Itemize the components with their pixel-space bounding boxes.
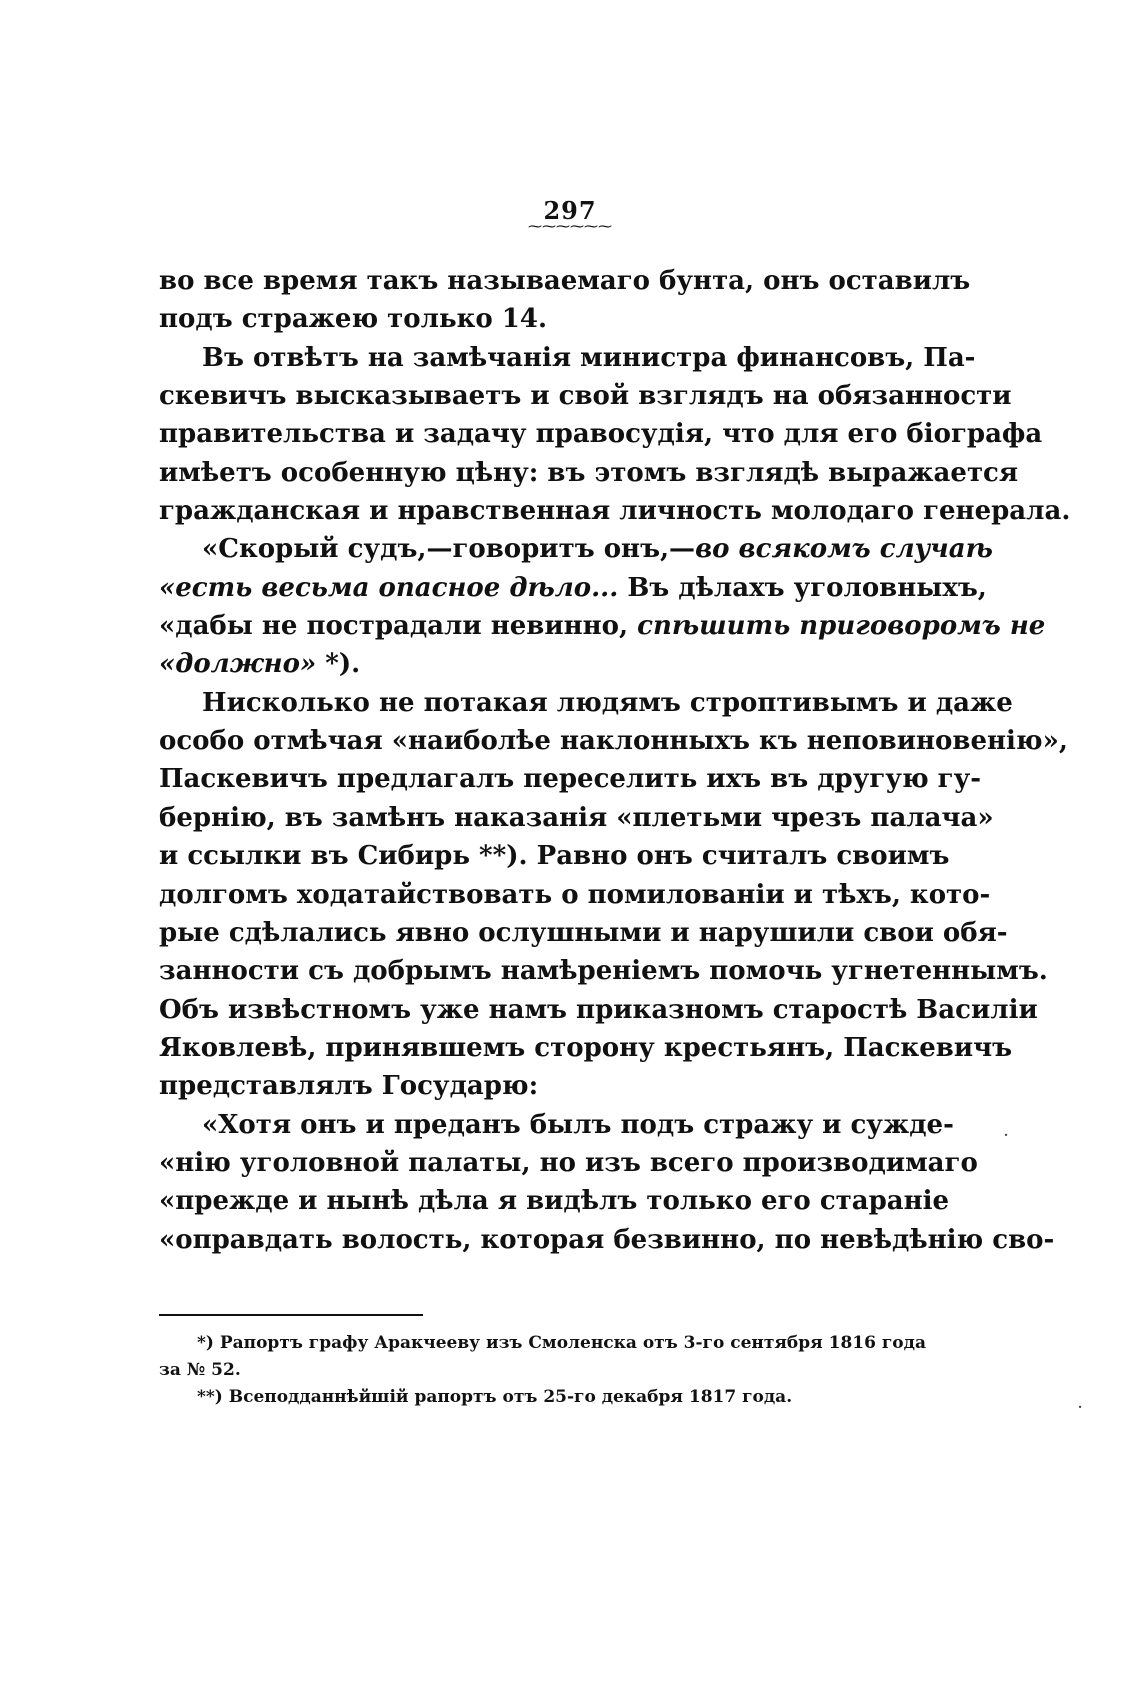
text-line: имѣетъ особенную цѣну: въ этомъ взглядѣ выражается	[159, 457, 1019, 488]
text-line: особо отмѣчая «наиболѣе наклонныхъ къ неповиновенію»,	[159, 726, 1068, 757]
text-line: Нисколько не потакая людямъ строптивымъ и даже	[202, 687, 1013, 718]
quote-line: «должно» *).	[159, 649, 361, 680]
text-line: представлялъ Государю:	[159, 1071, 539, 1102]
scan-speck: ·	[1078, 1400, 1083, 1414]
footnotes	[159, 1330, 926, 1411]
text-line: долгомъ ходатайствовать о помилованіи и тѣхъ, кото-	[159, 879, 991, 910]
italic-phrase: спѣшить приговоромъ не	[637, 611, 1046, 642]
quote-line: «дабы не пострадали невинно, спѣшить приговоромъ не	[159, 611, 1046, 642]
text-line: подъ стражею только 14.	[159, 304, 548, 335]
text-line: правительства и задачу правосудія, что для его біографа	[159, 419, 1043, 450]
quote-line: «Хотя онъ и преданъ былъ подъ стражу и сужде-	[202, 1109, 954, 1140]
text-line: рые сдѣлались явно ослушными и нарушили свои обя-	[159, 917, 1008, 948]
quote-line: «есть весьма опасное дѣло... Въ дѣлахъ уголовныхъ,	[159, 572, 987, 603]
italic-phrase: «есть весьма опасное дѣло...	[159, 572, 619, 603]
text-line: и ссылки въ Сибирь **). Равно онъ считалъ своимъ	[159, 841, 950, 872]
footnote-line: за № 52.	[159, 1360, 241, 1380]
page-number-ornament: ⁓⁓⁓⁓⁓⁓	[528, 219, 612, 235]
text-line: во все время такъ называемаго бунта, онъ оставилъ	[159, 266, 971, 296]
text-line: Яковлевѣ, принявшемъ сторону крестьянъ, Паскевичъ	[159, 1032, 1013, 1063]
italic-phrase: «должно»	[159, 649, 317, 680]
text-line: занности съ добрымъ намѣреніемъ помочь угнетеннымъ.	[159, 956, 1048, 987]
footnote-line: *) Рапортъ графу Аракчееву изъ Смоленска отъ 3-го сентября 1816 года	[197, 1333, 926, 1353]
italic-phrase: во всякомъ случаѣ	[695, 534, 993, 565]
text-line: Въ отвѣтъ на замѣчанія министра финансовъ, Па-	[202, 342, 976, 373]
quote-line: «Скорый судъ,—говоритъ онъ,—во всякомъ случаѣ	[202, 534, 993, 565]
footnote-divider	[159, 1314, 423, 1316]
quote-line: «прежде и нынѣ дѣла я видѣлъ только его стараніе	[159, 1186, 950, 1217]
scan-speck: ·	[1004, 1128, 1009, 1142]
page-number: 297	[543, 196, 597, 225]
text-line: гражданская и нравственная личность молодаго генерала.	[159, 496, 1071, 527]
text-line: бернію, въ замѣнъ наказанія «плетьми чрезъ палача»	[159, 802, 994, 833]
text-line: Объ извѣстномъ уже намъ приказномъ старостѣ Василіи	[159, 994, 1038, 1025]
text-line: скевичъ высказываетъ и свой взглядъ на обязанности	[159, 381, 1012, 412]
footnote-line: **) Всеподданнѣйшій рапортъ отъ 25-го декабря 1817 года.	[197, 1387, 793, 1407]
text-line: Паскевичъ предлагалъ переселить ихъ въ другую гу-	[159, 764, 982, 795]
quote-line: «нію уголовной палаты, но изъ всего производимаго	[159, 1147, 978, 1178]
quote-line: «оправдать волость, которая безвинно, по невѣдѣнію сво-	[159, 1224, 1055, 1255]
main-text	[159, 262, 1071, 1259]
